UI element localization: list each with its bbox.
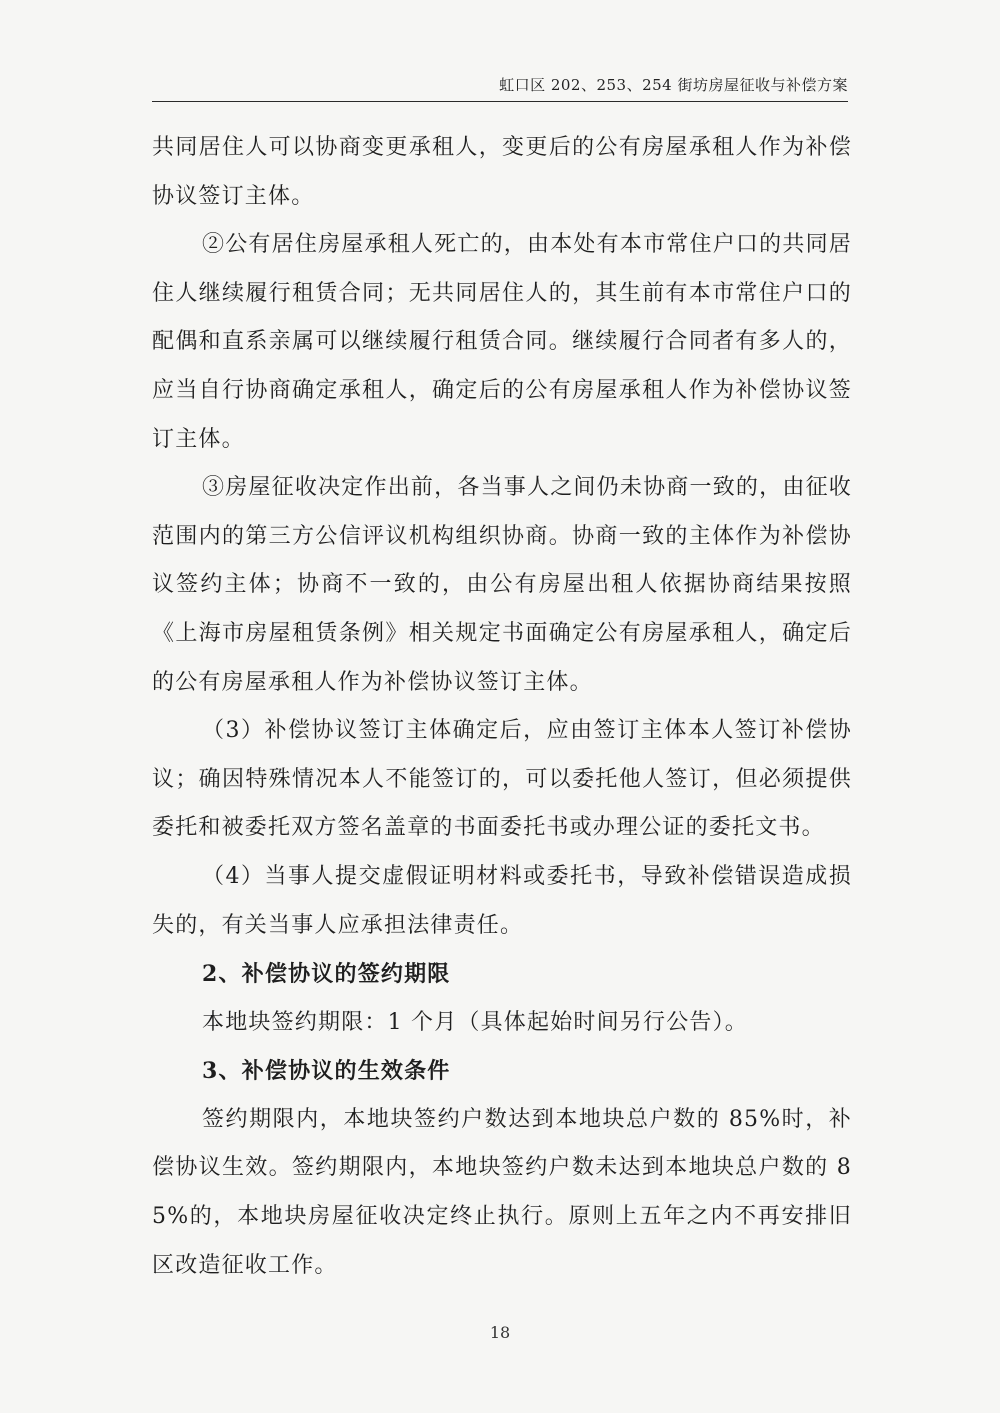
section-heading-effective-conditions: 3、补偿协议的生效条件 — [202, 1058, 451, 1085]
paragraph-clause-3: （3）补偿协议签订主体确定后，应由签订主体本人签订补偿协议；确因特殊情况本人不能签订的，可以委托他人签订，但必须提供委托和被委托双方签名盖章的书面委托书或办理公证的委托文书。 — [152, 718, 852, 841]
header-divider — [152, 101, 848, 102]
section-heading-signing-period: 2、补偿协议的签约期限 — [202, 961, 451, 988]
paragraph-item-2: ②公有居住房屋承租人死亡的，由本处有本市常住户口的共同居住人继续履行租赁合同；无共同居住人的，其生前有本市常住户口的配偶和直系亲属可以继续履行租赁合同。继续履行合同者有多人的，应当自行协商确定承租人，确定后的公有房屋承租人作为补偿协议签订主体。 — [152, 232, 852, 452]
paragraph-signing-period: 本地块签约期限：1 个月（具体起始时间另行公告）。 — [202, 1009, 748, 1035]
page-number: 18 — [489, 1323, 511, 1342]
document-body — [152, 124, 852, 1290]
running-header: 虹口区 202、253、254 街坊房屋征收与补偿方案 — [499, 76, 848, 94]
paragraph-effective-conditions: 签约期限内，本地块签约户数达到本地块总户数的 85%时，补偿协议生效。签约期限内，本地块签约户数未达到本地块总户数的 85%的，本地块房屋征收决定终止执行。原则上五年之内不再安排旧区改造征收工作。 — [152, 1106, 852, 1278]
paragraph-continuation: 共同居住人可以协商变更承租人，变更后的公有房屋承租人作为补偿协议签订主体。 — [152, 135, 852, 209]
paragraph-clause-4: （4）当事人提交虚假证明材料或委托书，导致补偿错误造成损失的，有关当事人应承担法律责任。 — [152, 863, 852, 938]
paragraph-item-3: ③房屋征收决定作出前，各当事人之间仍未协商一致的，由征收范围内的第三方公信评议机构组织协商。协商一致的主体作为补偿协议签约主体；协商不一致的，由公有房屋出租人依据协商结果按照《上海市房屋租赁条例》相关规定书面确定公有房屋承租人，确定后的公有房屋承租人作为补偿协议签订主体。 — [152, 475, 852, 695]
